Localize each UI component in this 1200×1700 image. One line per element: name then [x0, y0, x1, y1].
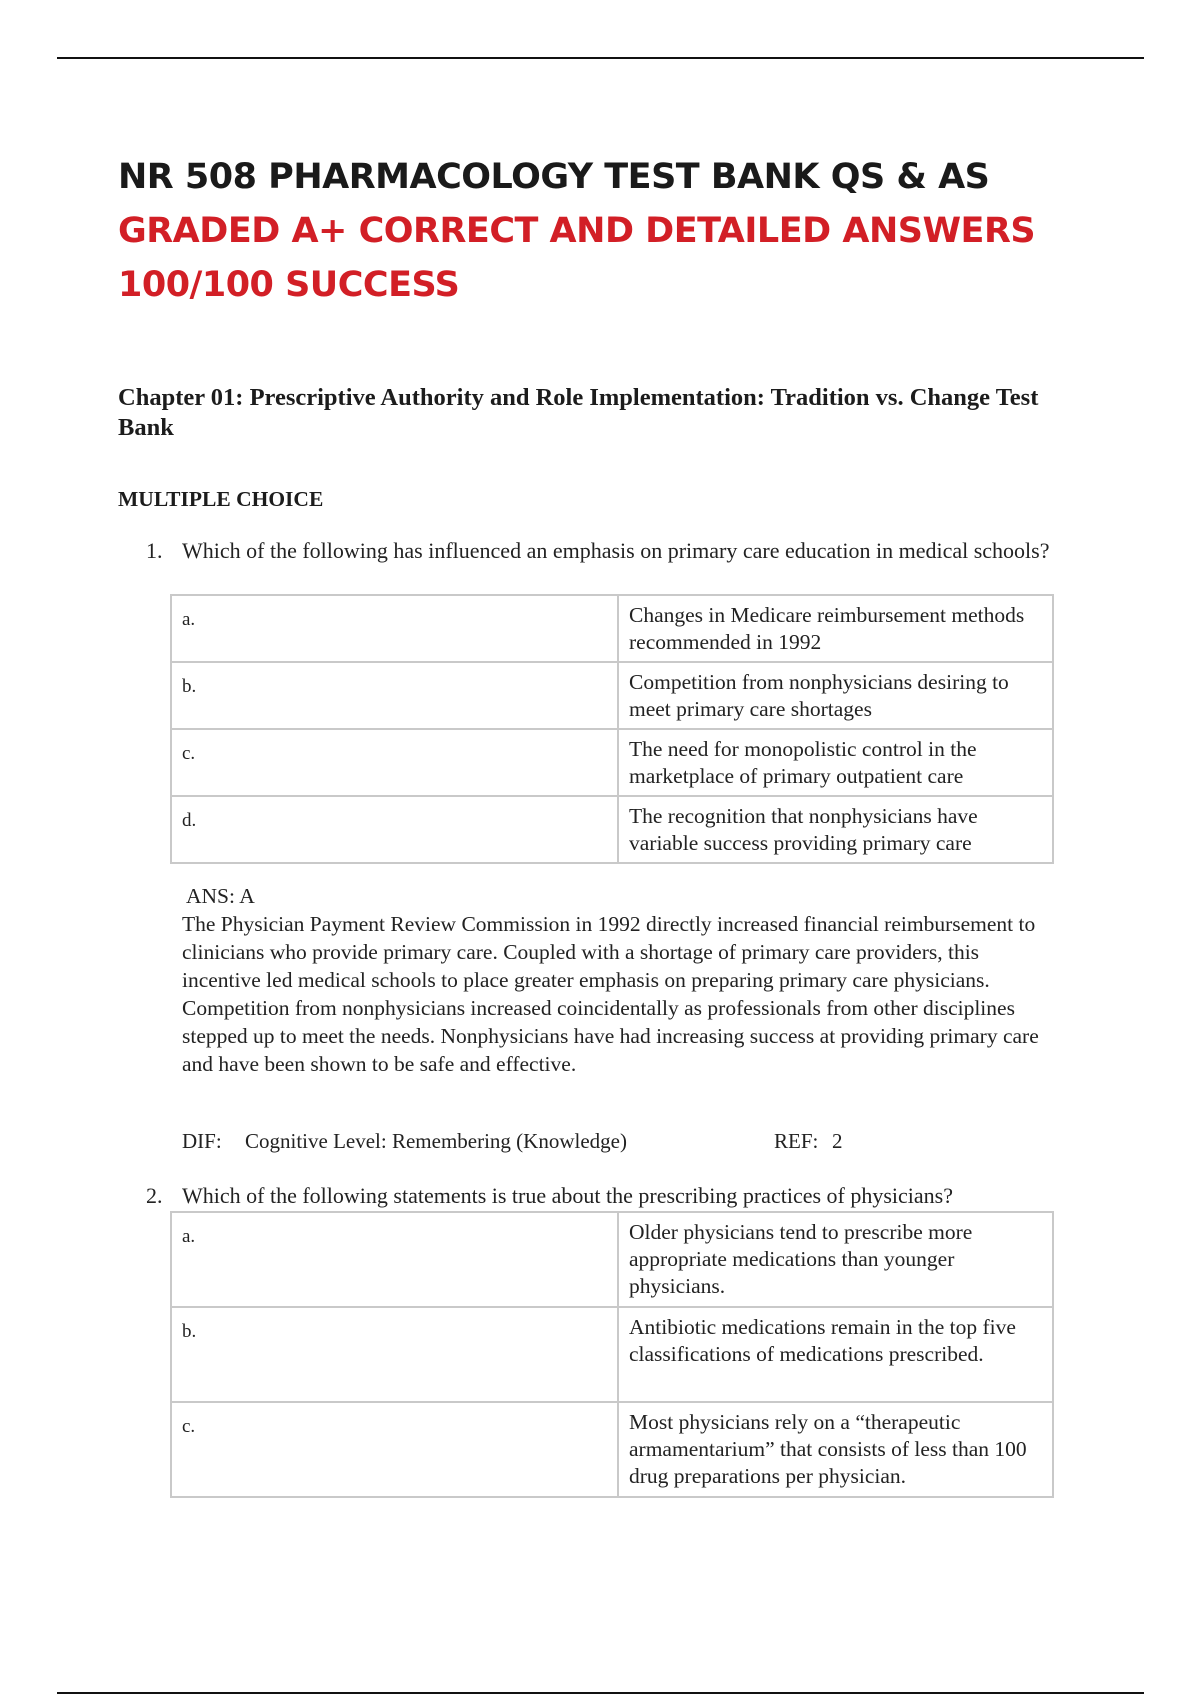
option-text: Most physicians rely on a “therapeutic armamentarium” that consists of less than 100 drug preparations per physician.	[618, 1402, 1053, 1497]
option-text: Competition from nonphysicians desiring to meet primary care shortages	[618, 662, 1053, 729]
answer-block	[182, 882, 1042, 1078]
option-letter: b.	[171, 1307, 618, 1402]
bottom-rule	[57, 1692, 1144, 1694]
title-line-3: 100/100 SUCCESS	[118, 265, 460, 305]
option-row	[171, 1307, 1053, 1402]
option-letter: b.	[171, 662, 618, 729]
document-title	[118, 150, 1078, 312]
option-row	[171, 662, 1053, 729]
option-text: Changes in Medicare reimbursement methods recommended in 1992	[618, 595, 1053, 662]
chapter-title: Chapter 01: Prescriptive Authority and Role Implementation: Tradition vs. Change Test Bank	[118, 384, 1039, 441]
answer-line	[182, 882, 1042, 910]
option-text: The need for monopolistic control in the marketplace of primary outpatient care	[618, 729, 1053, 796]
ref-value: 2	[832, 1129, 843, 1153]
option-letter: a.	[171, 1212, 618, 1307]
option-letter: d.	[171, 796, 618, 863]
option-letter: a.	[171, 595, 618, 662]
option-text: Antibiotic medications remain in the top five classifications of medications prescribed.	[618, 1307, 1053, 1402]
section-heading: MULTIPLE CHOICE	[118, 487, 324, 511]
title-line-1: NR 508 PHARMACOLOGY TEST BANK QS & AS	[118, 157, 990, 197]
question-stem: Which of the following has influenced an emphasis on primary care education in medical schools?	[182, 538, 1050, 563]
title-line-2: GRADED A+ CORRECT AND DETAILED ANSWERS	[118, 211, 1036, 251]
answer-label: ANS:	[186, 884, 235, 908]
question-1	[146, 537, 1066, 565]
option-row	[171, 1402, 1053, 1497]
question-number: 1.	[146, 538, 163, 563]
question-stem: Which of the following statements is true about the prescribing practices of physicians?	[182, 1183, 953, 1208]
option-letter: c.	[171, 1402, 618, 1497]
dif-value: Cognitive Level: Remembering (Knowledge)	[245, 1129, 627, 1153]
question-2	[146, 1182, 1066, 1210]
dif-label: DIF:	[182, 1129, 222, 1153]
question-number: 2.	[146, 1183, 163, 1208]
answer-value: A	[239, 884, 255, 908]
option-row	[171, 796, 1053, 863]
answer-rationale: The Physician Payment Review Commission in 1992 directly increased financial reimbursement to clinicians who provide primary care. Coupled with a shortage of primary care providers, this incentive led medical schools to place greater emphasis on preparing primary care physicians. Competition from nonphysicians increased coincidentally as professionals from other disciplines stepped up to meet the needs. Nonphysicians have had increasing success at providing primary care and have been shown to be safe and effective.	[182, 912, 1039, 1076]
question-1-options	[170, 594, 1054, 864]
option-row	[171, 1212, 1053, 1307]
ref-label: REF:	[774, 1129, 819, 1153]
question-2-options	[170, 1211, 1054, 1498]
option-text: The recognition that nonphysicians have variable success providing primary care	[618, 796, 1053, 863]
top-rule	[57, 57, 1144, 59]
option-row	[171, 729, 1053, 796]
option-letter: c.	[171, 729, 618, 796]
option-row	[171, 595, 1053, 662]
option-text: Older physicians tend to prescribe more appropriate medications than younger physicians.	[618, 1212, 1053, 1307]
